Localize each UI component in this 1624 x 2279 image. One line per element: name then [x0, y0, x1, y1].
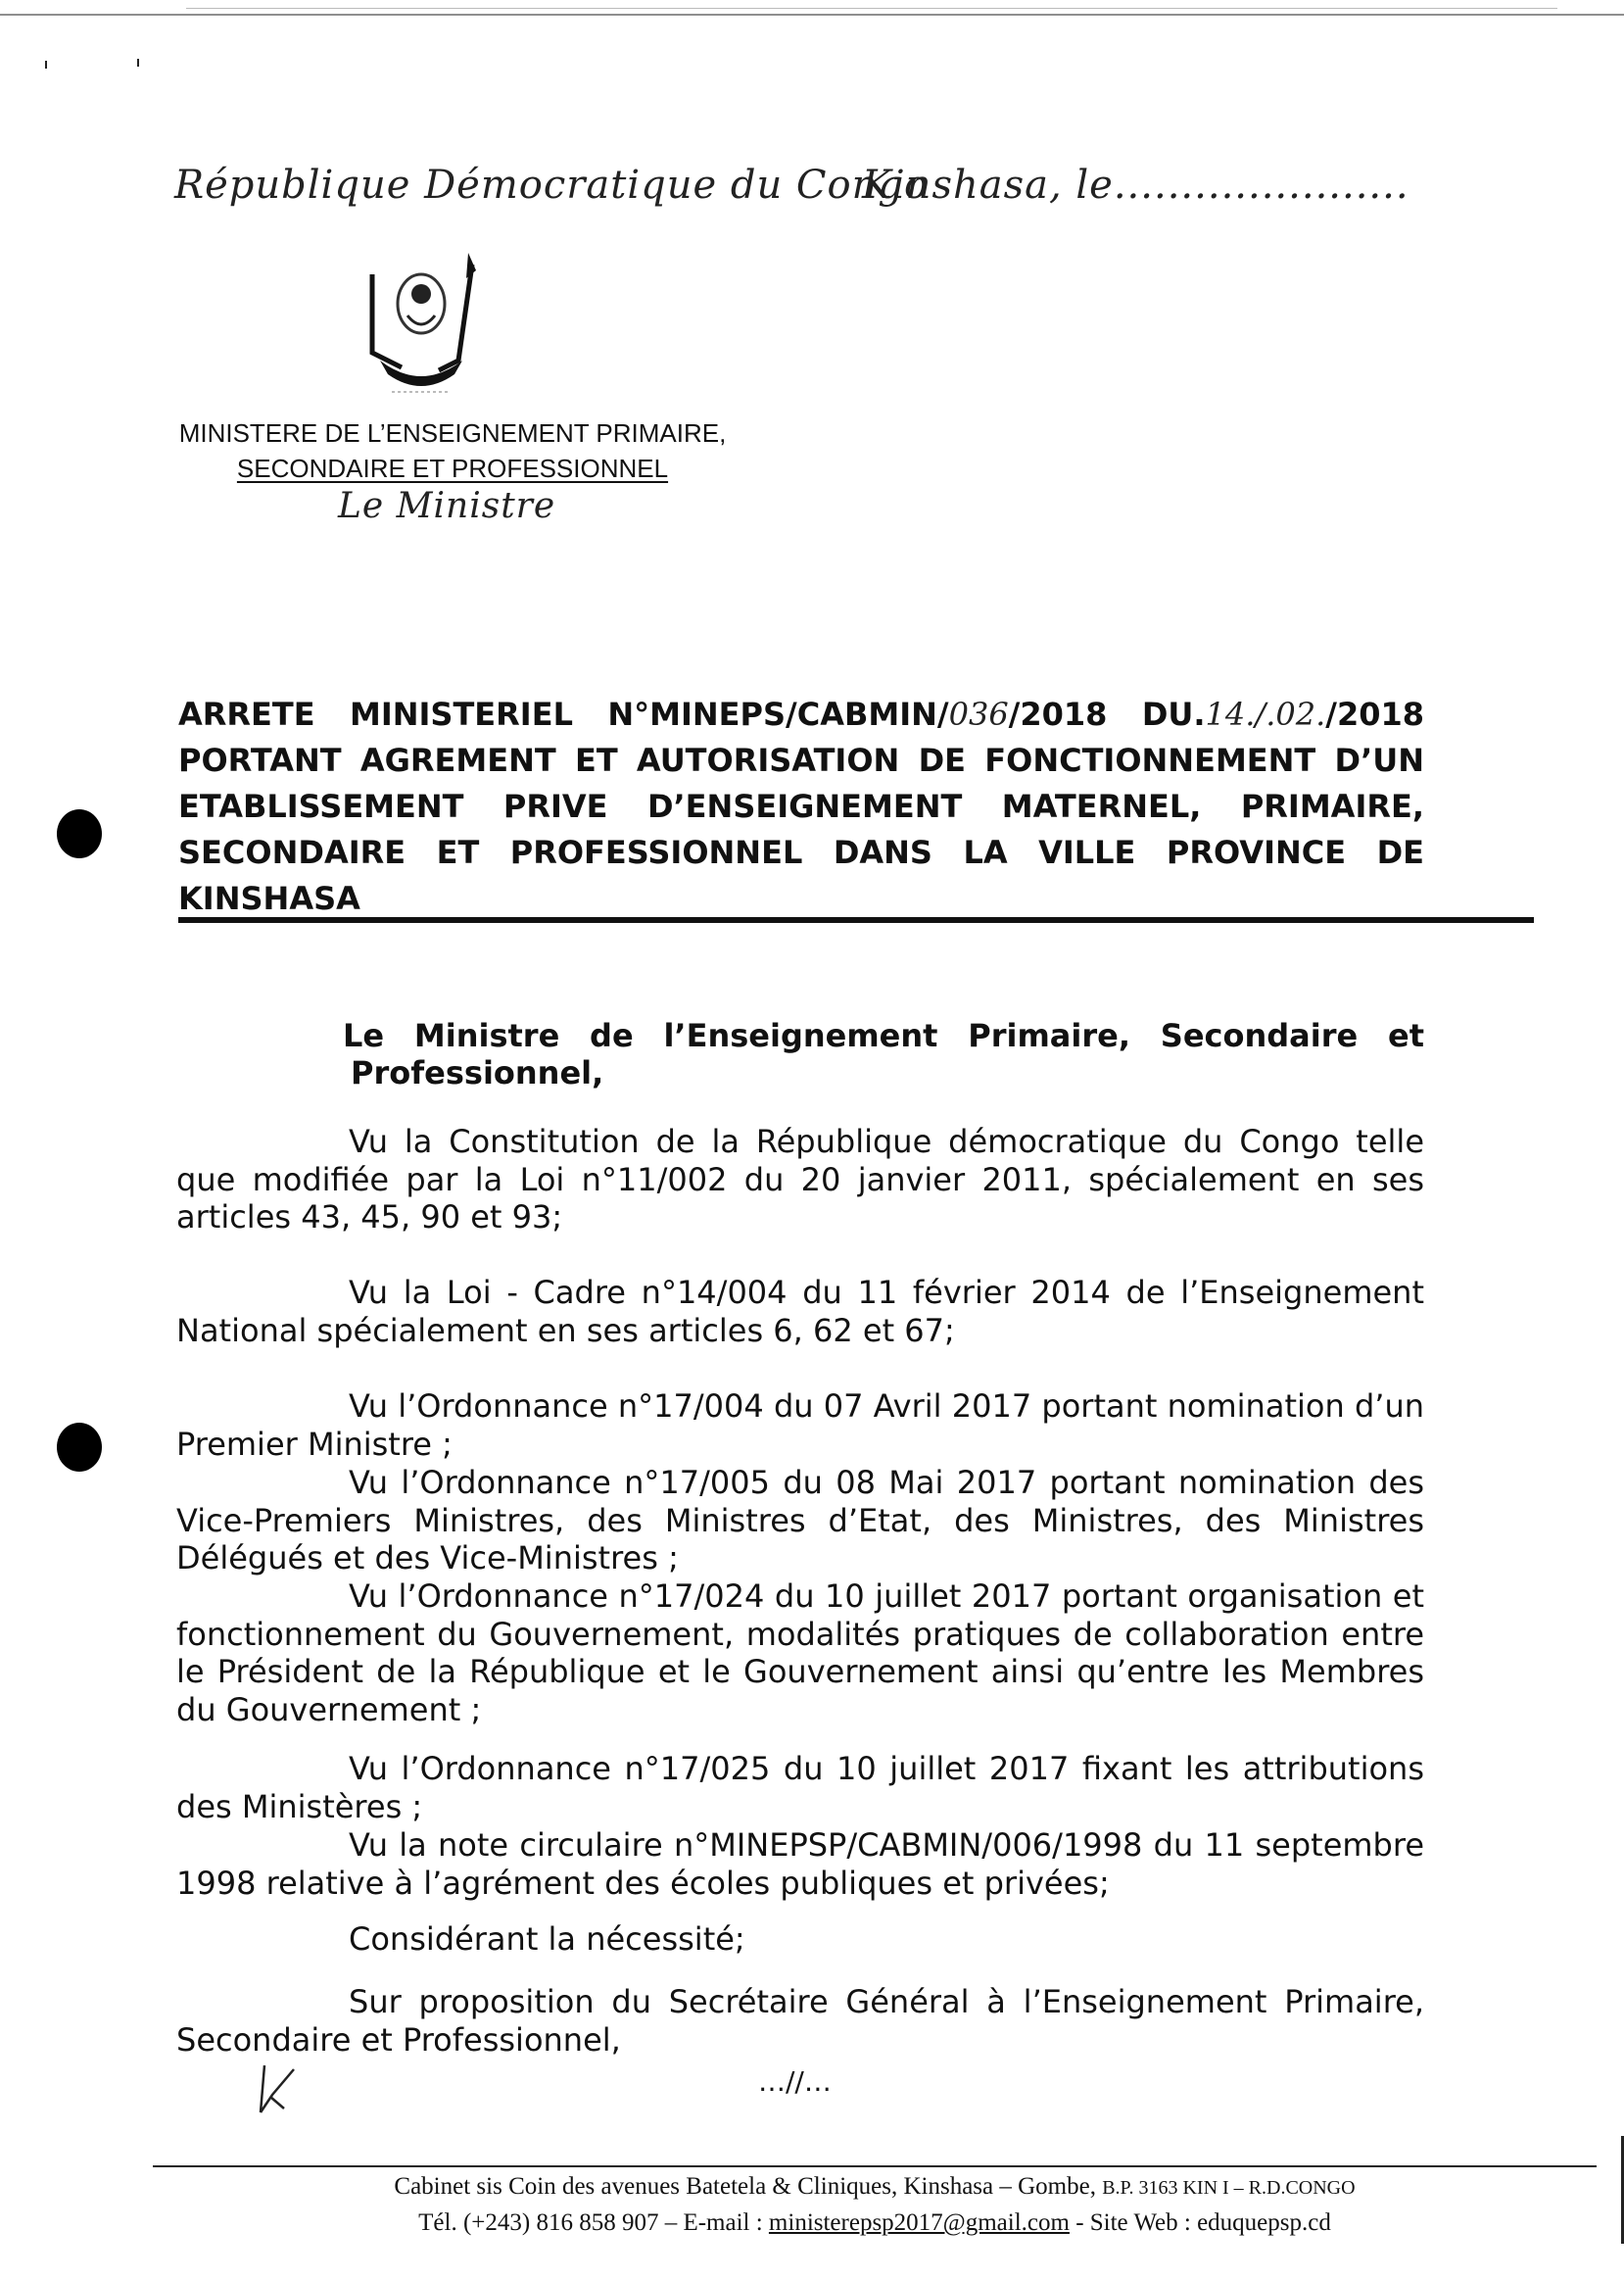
- recital-ordonnance-024: [176, 1577, 1424, 1728]
- punch-hole: [57, 809, 102, 858]
- minister-heading-line-2: Professionnel,: [351, 1054, 604, 1091]
- handwritten-number: 036: [948, 696, 1009, 733]
- ministry-block: [178, 415, 727, 486]
- recital-text: Vu la Constitution de la République démocratique du Congo telle que modifiée par la Loi n°11/002 du 20 janvier 2011, spécialement en ses articles 43, 45, 90 et 93;: [176, 1123, 1424, 1236]
- continued-marker: …//…: [758, 2065, 832, 2098]
- minister-script-title: Le Ministre: [338, 486, 556, 526]
- minister-heading-line-1: Le Ministre de l’Enseignement Primaire, Secondaire et: [343, 1017, 1424, 1054]
- scan-mark: [137, 59, 139, 67]
- footer-po-box: B.P. 3163 KIN I – R.D.CONGO: [1102, 2177, 1356, 2199]
- title-line-4: SECONDAIRE ET PROFESSIONNEL DANS LA VILLE PROVINCE DE: [178, 834, 1424, 871]
- footer-address: [153, 2169, 1597, 2206]
- initials-paraphe-mark: [251, 2060, 300, 2118]
- footer-contact: [153, 2206, 1597, 2240]
- title-line-2: PORTANT AGREMENT ET AUTORISATION DE FONCTIONNEMENT D’UN: [178, 742, 1424, 779]
- recital-ordonnance-005: [176, 1464, 1424, 1577]
- scan-edge-line: [0, 14, 1624, 16]
- scan-edge-line-2: [186, 8, 1557, 9]
- recital-note-circulaire: [176, 1826, 1424, 1902]
- scan-mark: [45, 61, 47, 69]
- title-line-3: ETABLISSEMENT PRIVE D’ENSEIGNEMENT MATERNEL, PRIMAIRE,: [178, 788, 1424, 825]
- recital-text: Considérant la nécessité;: [349, 1920, 745, 1958]
- recital-ordonnance-025: [176, 1750, 1424, 1825]
- footer-phone: Tél. (+243) 816 858 907 – E-mail :: [418, 2209, 769, 2236]
- footer-address-text: Cabinet sis Coin des avenues Batetela & Cliniques, Kinshasa – Gombe,: [394, 2173, 1103, 2200]
- title-ref-year: /2018: [1325, 696, 1425, 733]
- recital-loi-cadre: [176, 1274, 1424, 1349]
- coat-of-arms-emblem: [353, 245, 490, 402]
- footer-rule: [153, 2165, 1597, 2167]
- recital-considerant: [176, 1920, 1424, 1959]
- recital-text: Vu la Loi - Cadre n°14/004 du 11 février 2014 de l’Enseignement National spécialement en ses articles 6, 62 et 67;: [176, 1274, 1424, 1349]
- footer: [153, 2169, 1597, 2240]
- footer-email-link[interactable]: ministerepsp2017@gmail.com: [768, 2209, 1070, 2236]
- recital-text: Vu la note circulaire n°MINEPSP/CABMIN/006/1998 du 11 septembre 1998 relative à l’agrément des écoles publiques et privées;: [176, 1826, 1424, 1902]
- footer-website: - Site Web : eduquepsp.cd: [1069, 2209, 1331, 2236]
- minister-heading: [343, 1017, 1424, 1091]
- place-date-line: Kinshasa, le......................: [862, 163, 1409, 208]
- handwritten-date: 14./.02.: [1205, 696, 1326, 733]
- recital-proposition: [176, 1983, 1424, 2059]
- title-ref-prefix: ARRETE MINISTERIEL N°MINEPS/CABMIN/: [178, 696, 949, 733]
- ministry-line-1: MINISTERE DE L’ENSEIGNEMENT PRIMAIRE,: [178, 418, 727, 448]
- title-ref-du: /2018 DU.: [1008, 696, 1206, 733]
- title-line-1: [178, 692, 1424, 738]
- recital-text: Vu l’Ordonnance n°17/005 du 08 Mai 2017 portant nomination des Vice-Premiers Ministres, des Ministres d’Etat, des Ministres, des Ministres Délégués et des Vice-Ministres ;: [176, 1464, 1424, 1576]
- ministry-line-2: SECONDAIRE ET PROFESSIONNEL: [236, 454, 669, 483]
- decree-title: [178, 692, 1424, 922]
- recital-ordonnance-004: [176, 1387, 1424, 1463]
- recital-text: Sur proposition du Secrétaire Général à l’Enseignement Primaire, Secondaire et Professionnel,: [176, 1983, 1424, 2059]
- recital-constitution: [176, 1123, 1424, 1236]
- title-line-5: KINSHASA: [178, 880, 360, 917]
- punch-hole: [57, 1423, 102, 1472]
- title-underline-rule: [178, 917, 1534, 923]
- recital-text: Vu l’Ordonnance n°17/004 du 07 Avril 2017 portant nomination d’un Premier Ministre ;: [176, 1387, 1424, 1463]
- republic-heading: République Démocratique du Congo: [174, 163, 930, 208]
- recital-text: Vu l’Ordonnance n°17/024 du 10 juillet 2017 portant organisation et fonctionnement du Gouvernement, modalités pratiques de collaboration entre le Président de la République et le Gouvernement ainsi qu’entre les Membres du Gouvernement ;: [176, 1577, 1424, 1728]
- recital-text: Vu l’Ordonnance n°17/025 du 10 juillet 2017 fixant les attributions des Ministères ;: [176, 1750, 1424, 1825]
